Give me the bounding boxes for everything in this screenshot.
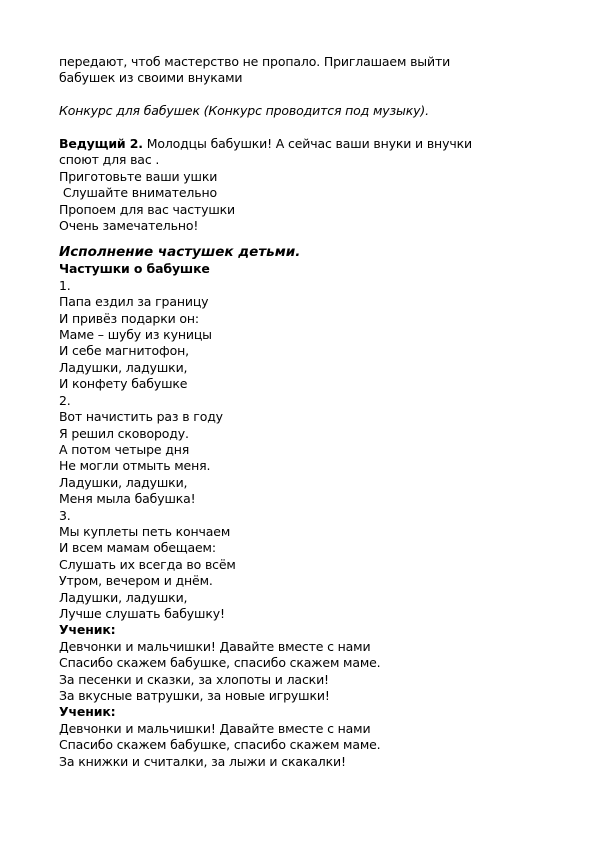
verse-line: Ладушки, ладушки, bbox=[59, 359, 188, 375]
student-line: Девчонки и мальчишки! Давайте вместе с нами bbox=[59, 720, 371, 736]
verse-line: И привёз подарки он: bbox=[59, 310, 199, 326]
chastushka-number: 3. bbox=[59, 507, 71, 523]
host-verse-line: Очень замечательно! bbox=[59, 218, 199, 234]
host-label: Ведущий 2. bbox=[59, 136, 143, 151]
chastushka-1 bbox=[59, 278, 559, 393]
verse-line: И всем мамам обещаем: bbox=[59, 540, 216, 556]
student-line: Спасибо скажем бабушке, спасибо скажем маме. bbox=[59, 737, 381, 753]
student-label: Ученик: bbox=[59, 622, 116, 638]
verse-line: Маме – шубу из куницы bbox=[59, 327, 212, 343]
verse-line: И себе магнитофон, bbox=[59, 343, 189, 359]
verse-line: А потом четыре дня bbox=[59, 441, 190, 457]
verse-line: Меня мыла бабушка! bbox=[59, 491, 196, 507]
host-line bbox=[59, 136, 559, 152]
verse-line: Ладушки, ладушки, bbox=[59, 589, 188, 605]
host-verse-line: Пропоем для вас частушки bbox=[59, 201, 236, 217]
student-line: Девчонки и мальчишки! Давайте вместе с нами bbox=[59, 638, 371, 654]
host-line-2: споют для вас . bbox=[59, 152, 160, 168]
host-text: Молодцы бабушки! А сейчас ваши внуки и внучки bbox=[142, 136, 472, 151]
student-line: Спасибо скажем бабушке, спасибо скажем маме. bbox=[59, 655, 381, 671]
intro-line-1: передают, чтоб мастерство не пропало. Приглашаем выйти bbox=[59, 54, 451, 69]
chastushka-3 bbox=[59, 508, 559, 623]
chastushka-2 bbox=[59, 393, 559, 508]
host-verse-line: Слушайте внимательно bbox=[59, 185, 218, 201]
verse-line: Слушать их всегда во всём bbox=[59, 556, 236, 572]
chastushka-number: 2. bbox=[59, 392, 71, 408]
host-verse-line: Приготовьте ваши ушки bbox=[59, 168, 218, 184]
verse-line: Утром, вечером и днём. bbox=[59, 573, 213, 589]
intro-line-2: бабушек из своими внуками bbox=[59, 70, 243, 86]
student-label: Ученик: bbox=[59, 704, 116, 720]
verse-line: Папа ездил за границу bbox=[59, 294, 209, 310]
student-line: За вкусные ватрушки, за новые игрушки! bbox=[59, 688, 330, 703]
document-page bbox=[59, 54, 559, 770]
verse-line: Не могли отмыть меня. bbox=[59, 458, 211, 474]
verse-line: Мы куплеты петь кончаем bbox=[59, 523, 231, 539]
student-line: За песенки и сказки, за хлопоты и ласки! bbox=[59, 671, 329, 687]
spacer bbox=[59, 120, 559, 136]
contest-announcement: Конкурс для бабушек (Конкурс проводится под музыку). bbox=[59, 103, 429, 119]
student-block-1 bbox=[59, 622, 559, 704]
spacer bbox=[59, 234, 559, 243]
verse-line: Вот начистить раз в году bbox=[59, 409, 223, 425]
section-heading: Исполнение частушек детьми. bbox=[59, 244, 301, 261]
verse-line: Я решил сковороду. bbox=[59, 425, 189, 441]
subheading: Частушки о бабушке bbox=[59, 261, 210, 277]
spacer bbox=[59, 87, 559, 103]
student-line: За книжки и считалки, за лыжи и скакалки! bbox=[59, 753, 346, 769]
verse-line: Ладушки, ладушки, bbox=[59, 474, 188, 490]
chastushka-number: 1. bbox=[59, 277, 71, 293]
verse-line: И конфету бабушке bbox=[59, 376, 188, 392]
verse-line: Лучше слушать бабушку! bbox=[59, 605, 225, 621]
student-block-2 bbox=[59, 704, 559, 770]
